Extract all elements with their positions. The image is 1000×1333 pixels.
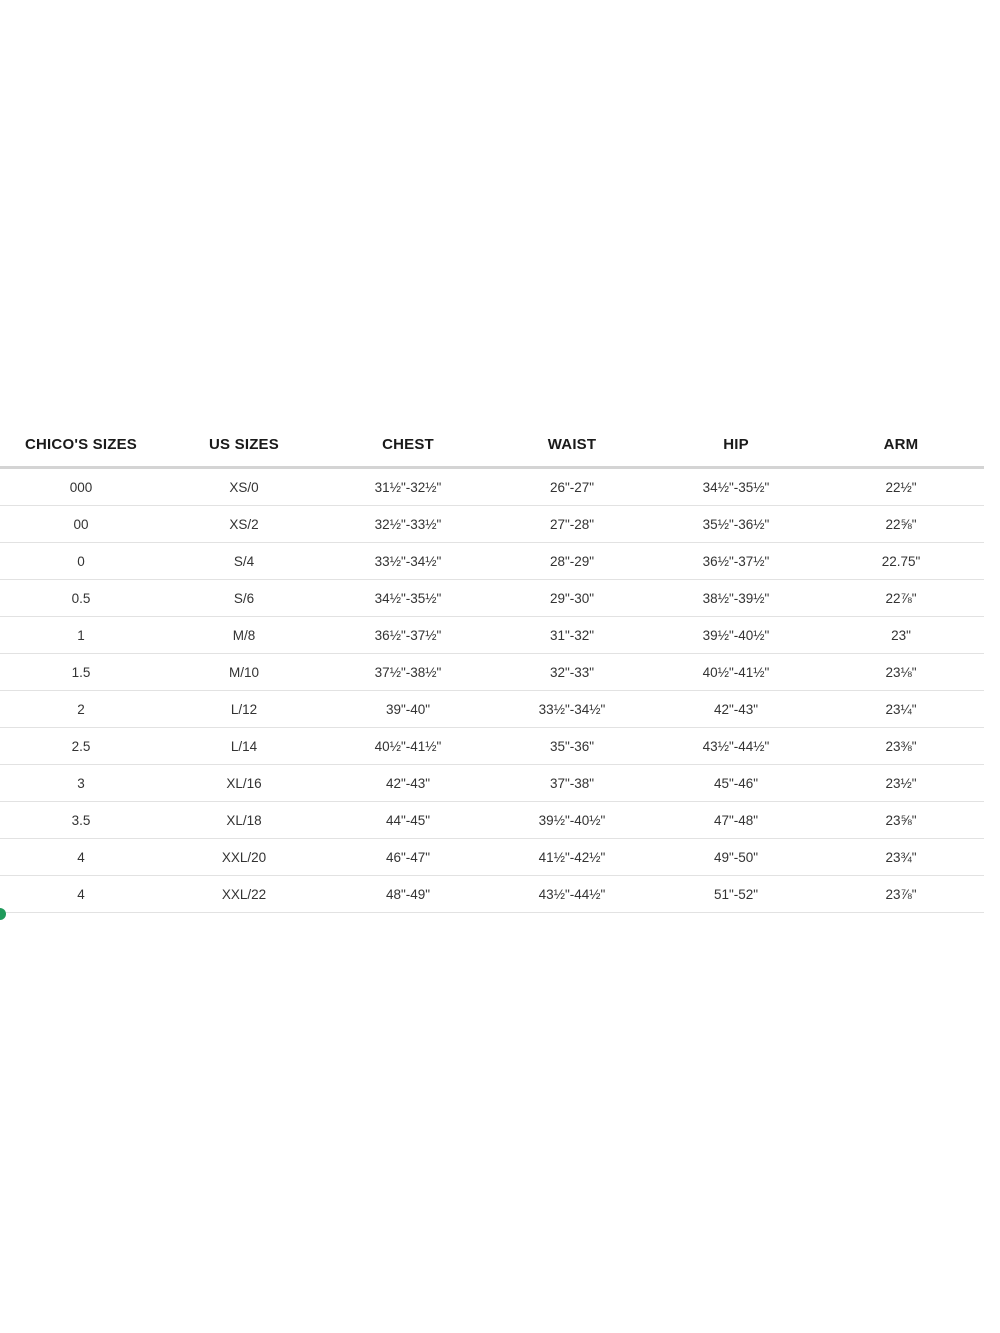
- cell-hip: 39½"-40½": [654, 617, 818, 654]
- cell-hip: 49"-50": [654, 839, 818, 876]
- cell-us-size: S/4: [162, 543, 326, 580]
- cell-arm: 23¾": [818, 839, 984, 876]
- cell-chest: 44"-45": [326, 802, 490, 839]
- cell-chicos-size: 4: [0, 876, 162, 913]
- cell-hip: 38½"-39½": [654, 580, 818, 617]
- cell-arm: 23½": [818, 765, 984, 802]
- cell-arm: 23⅝": [818, 802, 984, 839]
- cell-arm: 22½": [818, 468, 984, 506]
- size-chart-header: [0, 422, 984, 468]
- cell-waist: 27"-28": [490, 506, 654, 543]
- cell-chicos-size: 2: [0, 691, 162, 728]
- table-row: [0, 506, 984, 543]
- table-row: [0, 765, 984, 802]
- column-header-hip: HIP: [654, 422, 818, 468]
- cell-hip: 42"-43": [654, 691, 818, 728]
- cell-waist: 41½"-42½": [490, 839, 654, 876]
- column-header-waist: WAIST: [490, 422, 654, 468]
- cell-chest: 31½"-32½": [326, 468, 490, 506]
- cell-hip: 45"-46": [654, 765, 818, 802]
- cell-waist: 32"-33": [490, 654, 654, 691]
- cell-hip: 47"-48": [654, 802, 818, 839]
- cell-chest: 48"-49": [326, 876, 490, 913]
- cell-arm: 23⅜": [818, 728, 984, 765]
- cell-us-size: XS/2: [162, 506, 326, 543]
- cell-chest: 36½"-37½": [326, 617, 490, 654]
- column-header-arm: ARM: [818, 422, 984, 468]
- cell-chicos-size: 000: [0, 468, 162, 506]
- cell-hip: 40½"-41½": [654, 654, 818, 691]
- table-row: [0, 580, 984, 617]
- cell-chest: 46"-47": [326, 839, 490, 876]
- table-row: [0, 654, 984, 691]
- cell-chicos-size: 3: [0, 765, 162, 802]
- column-header-us-sizes: US SIZES: [162, 422, 326, 468]
- cell-us-size: L/12: [162, 691, 326, 728]
- column-header-chest: CHEST: [326, 422, 490, 468]
- cell-chicos-size: 4: [0, 839, 162, 876]
- table-row: [0, 876, 984, 913]
- table-row: [0, 728, 984, 765]
- size-chart-table: [0, 422, 984, 913]
- cell-us-size: XL/18: [162, 802, 326, 839]
- cell-us-size: S/6: [162, 580, 326, 617]
- cell-hip: 36½"-37½": [654, 543, 818, 580]
- table-row: [0, 617, 984, 654]
- cell-waist: 31"-32": [490, 617, 654, 654]
- table-row: [0, 468, 984, 506]
- cell-hip: 43½"-44½": [654, 728, 818, 765]
- cell-us-size: XS/0: [162, 468, 326, 506]
- cell-chicos-size: 2.5: [0, 728, 162, 765]
- cell-arm: 23⅞": [818, 876, 984, 913]
- cell-arm: 22.75": [818, 543, 984, 580]
- table-row: [0, 802, 984, 839]
- cell-us-size: M/8: [162, 617, 326, 654]
- cell-arm: 22⅝": [818, 506, 984, 543]
- cell-us-size: XXL/20: [162, 839, 326, 876]
- table-row: [0, 691, 984, 728]
- size-chart-body: [0, 468, 984, 913]
- cell-waist: 35"-36": [490, 728, 654, 765]
- cell-chest: 32½"-33½": [326, 506, 490, 543]
- cell-us-size: XL/16: [162, 765, 326, 802]
- header-row: [0, 422, 984, 468]
- cell-arm: 23": [818, 617, 984, 654]
- cell-us-size: XXL/22: [162, 876, 326, 913]
- cell-waist: 28"-29": [490, 543, 654, 580]
- cell-chest: 34½"-35½": [326, 580, 490, 617]
- cell-waist: 29"-30": [490, 580, 654, 617]
- cell-chicos-size: 00: [0, 506, 162, 543]
- cell-arm: 22⅞": [818, 580, 984, 617]
- cell-waist: 26"-27": [490, 468, 654, 506]
- column-header-chicos-sizes: CHICO'S SIZES: [0, 422, 162, 468]
- cell-hip: 35½"-36½": [654, 506, 818, 543]
- cell-chicos-size: 0.5: [0, 580, 162, 617]
- cell-chest: 33½"-34½": [326, 543, 490, 580]
- cell-waist: 37"-38": [490, 765, 654, 802]
- cell-arm: 23⅛": [818, 654, 984, 691]
- cell-chest: 42"-43": [326, 765, 490, 802]
- cell-hip: 34½"-35½": [654, 468, 818, 506]
- cell-us-size: M/10: [162, 654, 326, 691]
- cell-arm: 23¼": [818, 691, 984, 728]
- table-row: [0, 839, 984, 876]
- cell-hip: 51"-52": [654, 876, 818, 913]
- cell-waist: 43½"-44½": [490, 876, 654, 913]
- table-row: [0, 543, 984, 580]
- cell-chicos-size: 3.5: [0, 802, 162, 839]
- cell-us-size: L/14: [162, 728, 326, 765]
- cell-chicos-size: 1.5: [0, 654, 162, 691]
- cell-waist: 39½"-40½": [490, 802, 654, 839]
- cell-waist: 33½"-34½": [490, 691, 654, 728]
- cell-chest: 39"-40": [326, 691, 490, 728]
- cell-chest: 40½"-41½": [326, 728, 490, 765]
- cell-chest: 37½"-38½": [326, 654, 490, 691]
- cell-chicos-size: 0: [0, 543, 162, 580]
- cell-chicos-size: 1: [0, 617, 162, 654]
